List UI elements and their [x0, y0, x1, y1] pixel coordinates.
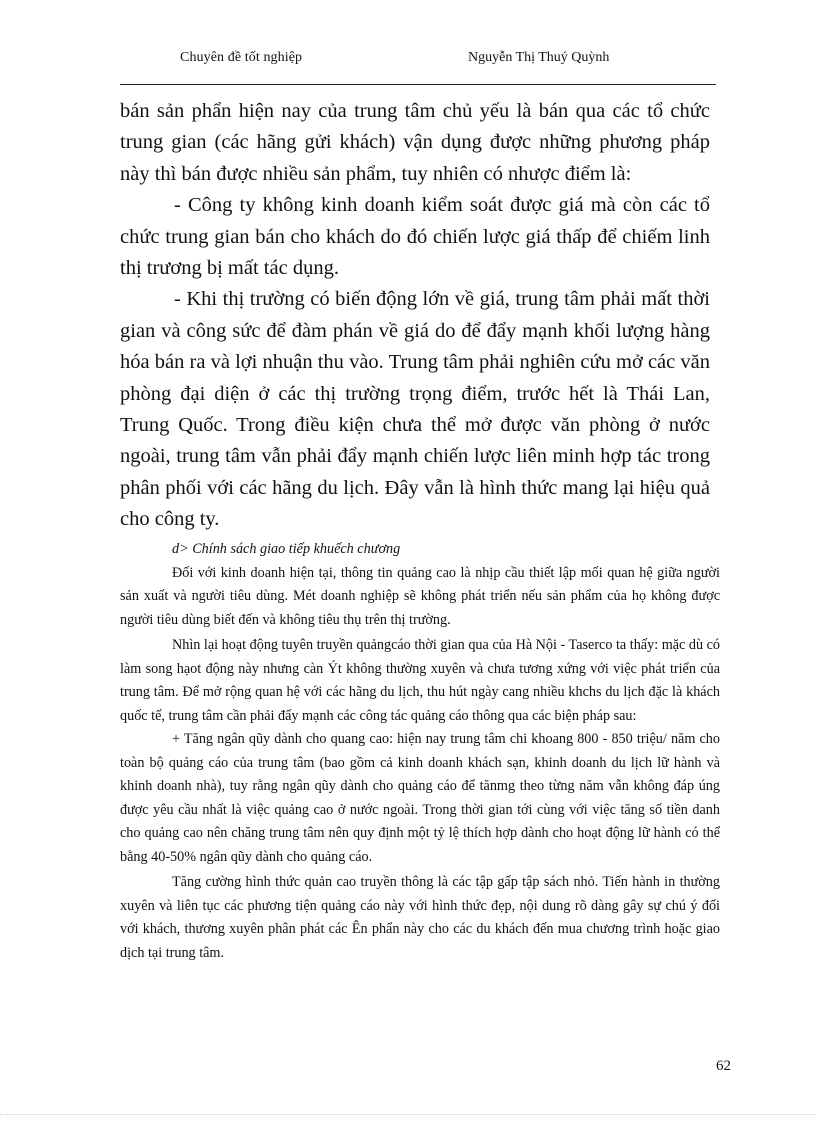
paragraph: Đối với kinh doanh hiện tại, thông tin quảng cao là nhịp cầu thiết lập mối quan hệ giữa người sản xuất và người tiêu dùng. Mét doanh nghiệp sẽ không phát triển nếu sản phẩm của họ không được người tiêu dùng biết đến và không tiêu thụ trên thị trường.	[120, 564, 720, 628]
paragraph: Tăng cường hình thức quản cao truyền thông là các tập gấp tập sách nhỏ. Tiến hành in thường xuyên và liên tục các phương tiện quảng cáo này với hình thức đẹp, nội dung rõ dàng gây sự chú ý đối với khách, thương xuyên phân phát các Ên phẩn này cho các du khách đến mua chương trình hoặc giao dịch tại trung tâm.	[120, 874, 720, 961]
header-divider	[120, 84, 716, 85]
paragraph: - Công ty không kinh doanh kiểm soát được giá mà còn các tổ chức trung gian bán cho khách do đó chiến lược giá thấp để chiếm linh thị trương bị mất tác dụng.	[120, 194, 710, 280]
section-heading: d> Chính sách giao tiếp khuếch chương	[172, 541, 401, 557]
page-number: 62	[716, 1058, 731, 1074]
body-text-large	[120, 96, 710, 536]
paragraph: bán sản phẩn hiện nay của trung tâm chủ yếu là bán qua các tổ chức trung gian (các hãng gửi khách) vận dụng được những phương pháp này thì bán được nhiều sản phẩm, tuy nhiên có nhược điểm là:	[120, 100, 710, 185]
paragraph: Nhìn lại hoạt động tuyên truyền quảngcáo thời gian qua của Hà Nội - Taserco ta thấy: mặc dù có làm song hạot động này nhưng càn Ýt không thường xuyên và chưa tương xứng với việc phát triển của trung tâm. Để mở rộng quan hệ với các hãng du lịch, thu hút ngày cang nhiều khchs du lịch đặc là khách quốc tế, trung tâm cần phải đẩy mạnh các công tác quảng cáo thông qua các biện pháp sau:	[120, 637, 720, 724]
paragraph: - Khi thị trường có biến động lớn về giá, trung tâm phải mất thời gian và công sức để đàm phán về giá do để đẩy mạnh khối lượng hàng hóa bán ra và lợi nhuận thu vào. Trung tâm phải nghiên cứu mở các văn phòng đại diện ở các thị trường trọng điểm, trước hết là Thái Lan, Trung Quốc. Trong điều kiện chưa thể mở được văn phòng ở nước ngoài, trung tâm vẫn phải đẩy mạnh chiến lược liên minh hợp tác trong phân phối với các hãng du lịch. Đây vẫn là hình thức mang lại hiệu quả cho công ty.	[120, 288, 710, 531]
page-bottom-border	[0, 1114, 816, 1115]
page-header	[120, 48, 716, 70]
header-author-name: Nguyễn Thị Thuý Quỳnh	[468, 50, 610, 65]
paragraph: + Tăng ngân qũy dành cho quang cao: hiện nay trung tâm chi khoang 800 - 850 triệu/ năm cho toàn bộ quảng cáo của trung tâm (bao gồm cả kinh doanh khách sạn, khinh doanh du lịch lữ hành và khinh doanh nhà), tuy rằng ngân qũy dành cho quảng cáo để tănmg theo từng năm vẫn không đáp úng được yêu cầu nhất là việc quảng cao ở nước ngoài. Trong thời gian tới cùng với việc tăng số tiền danh cho quảng cao nên chăng trung tâm nên quy định một tỷ lệ thích hợp dành cho hoạt động lữ hành có thể bằng 40-50% ngân qũy dành cho quảng cáo.	[120, 731, 720, 865]
body-text-small	[120, 538, 720, 965]
header-document-title: Chuyên đề tốt nghiệp	[180, 50, 303, 65]
